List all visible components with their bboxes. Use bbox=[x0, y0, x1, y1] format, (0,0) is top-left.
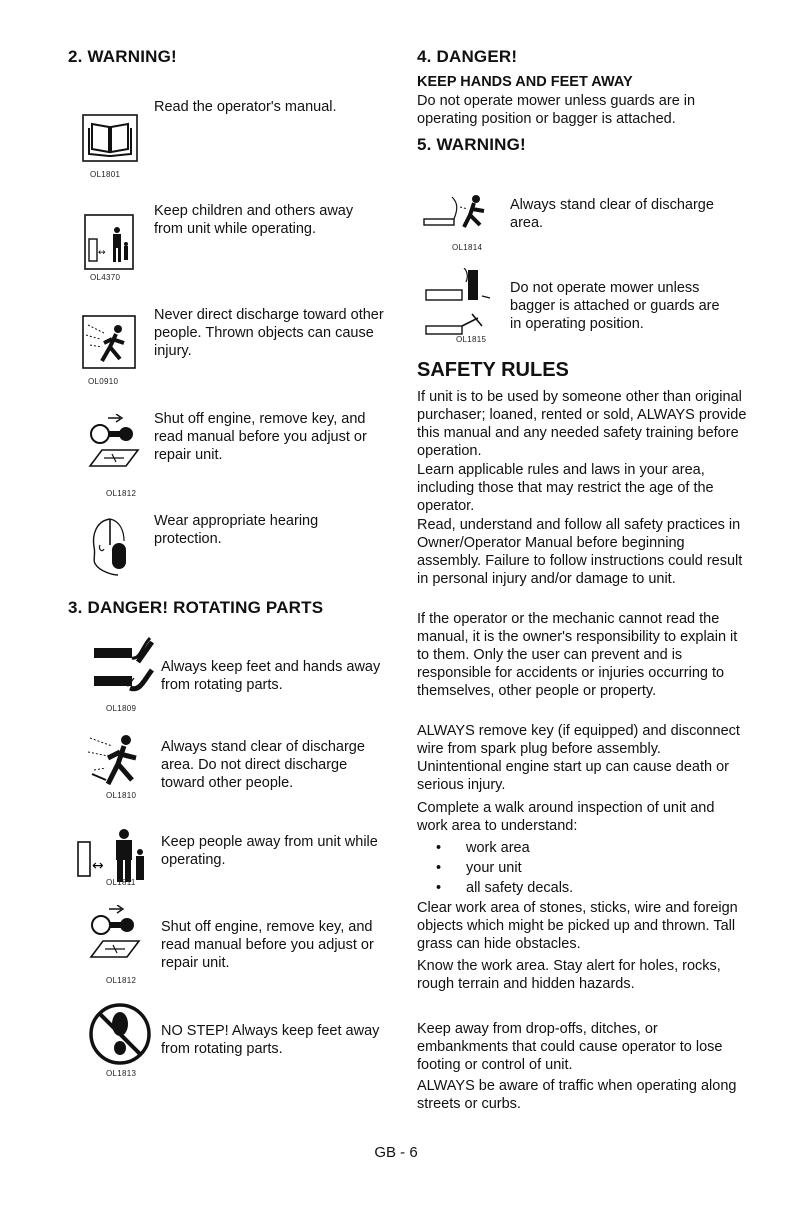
item-text: Keep people away from unit while operating. bbox=[161, 834, 378, 868]
thrown-objects-icon bbox=[82, 315, 136, 369]
stand-clear-discharge-icon bbox=[422, 193, 496, 233]
section-4-subtitle: KEEP HANDS AND FEET AWAY bbox=[417, 74, 633, 90]
decal-code: OL1810 bbox=[106, 791, 137, 800]
section-2-title: 2. WARNING! bbox=[68, 47, 177, 66]
decal-code: OL1814 bbox=[452, 243, 483, 252]
page-number: GB - 6 bbox=[374, 1144, 418, 1161]
section-4-title: 4. DANGER! bbox=[417, 47, 518, 66]
list-item: all safety decals. bbox=[466, 880, 574, 896]
bullet-marker: • bbox=[436, 860, 442, 876]
hearing-protection-icon bbox=[88, 515, 138, 581]
section-4-text: Do not operate mower unless guards are in operating position or bagger is attached. bbox=[417, 93, 696, 127]
item-text: Read the operator's manual. bbox=[154, 99, 337, 115]
item-text: NO STEP! Always keep feet away from rotating parts. bbox=[161, 1023, 380, 1057]
shut-off-engine-icon bbox=[86, 905, 146, 963]
item-text: Never direct discharge toward other people. Thrown objects can cause injury. bbox=[154, 307, 384, 359]
stand-clear-discharge-icon bbox=[86, 730, 152, 796]
safety-rules-title: SAFETY RULES bbox=[417, 359, 569, 381]
bullet-marker: • bbox=[436, 840, 442, 856]
safety-paragraph: Learn applicable rules and laws in your area, including those that may restrict the age of the operator. bbox=[417, 462, 714, 514]
item-text: Wear appropriate hearing protection. bbox=[154, 513, 319, 547]
bagger-attached-icon bbox=[424, 268, 498, 340]
keep-children-away-icon bbox=[84, 214, 134, 270]
decal-code: OL1812 bbox=[106, 976, 137, 985]
safety-paragraph: Read, understand and follow all safety practices in Owner/Operator Manual before beginning assembly. Failure to follow instructions could result in personal injury and/or damage to unit. bbox=[417, 517, 743, 587]
read-manual-icon bbox=[82, 114, 138, 162]
decal-code: OL1812 bbox=[106, 489, 137, 498]
section-3-title: 3. DANGER! ROTATING PARTS bbox=[68, 598, 324, 617]
safety-paragraph: ALWAYS be aware of traffic when operating along streets or curbs. bbox=[417, 1078, 737, 1112]
safety-paragraph: Clear work area of stones, sticks, wire and foreign objects which might be picked up and thrown. Tall grass can hide obstacles. bbox=[417, 900, 738, 952]
decal-code: OL1813 bbox=[106, 1069, 137, 1078]
shut-off-engine-icon bbox=[86, 414, 144, 472]
safety-paragraph: ALWAYS remove key (if equipped) and disconnect wire from spark plug before assembly. Unintentional engine start up can cause death or serious injury. bbox=[417, 723, 740, 793]
decal-code: OL1801 bbox=[90, 170, 121, 179]
no-step-icon bbox=[88, 1002, 152, 1066]
decal-code: OL1809 bbox=[106, 704, 137, 713]
item-text: Keep children and others away from unit while operating. bbox=[154, 203, 354, 237]
decal-code: OL1815 bbox=[456, 335, 487, 344]
item-text: Always keep feet and hands away from rotating parts. bbox=[161, 659, 381, 693]
safety-paragraph: If unit is to be used by someone other than original purchaser; loaned, rented or sold, ALWAYS provide this manual and any needed safety training before operation. bbox=[417, 389, 747, 459]
decal-code: OL1811 bbox=[106, 878, 136, 887]
list-item: work area bbox=[466, 840, 530, 856]
svg-text:↔: ↔ bbox=[98, 248, 106, 258]
svg-text:↔: ↔ bbox=[92, 858, 104, 874]
rotating-parts-feet-hands-icon bbox=[90, 636, 156, 700]
decal-code: OL0910 bbox=[88, 377, 119, 386]
item-text: Shut off engine, remove key, and read manual before you adjust or repair unit. bbox=[154, 411, 367, 463]
item-text: Always stand clear of discharge area. Do not direct discharge toward other people. bbox=[161, 739, 365, 791]
list-item: your unit bbox=[466, 860, 522, 876]
item-text: Do not operate mower unless bagger is attached or guards are in operating position. bbox=[510, 280, 720, 332]
item-text: Shut off engine, remove key, and read manual before you adjust or repair unit. bbox=[161, 919, 374, 971]
section-5-title: 5. WARNING! bbox=[417, 135, 526, 154]
decal-code: OL4370 bbox=[90, 273, 121, 282]
safety-paragraph: Complete a walk around inspection of unit and work area to understand: bbox=[417, 800, 715, 834]
safety-paragraph: Know the work area. Stay alert for holes, rocks, rough terrain and hidden hazards. bbox=[417, 958, 721, 992]
safety-paragraph: If the operator or the mechanic cannot read the manual, it is the owner's responsibility to explain it to them. Only the user can prevent and is responsible for accidents or injuries occurring to themselves, other people or property. bbox=[417, 611, 738, 699]
keep-people-away-icon bbox=[76, 828, 158, 884]
bullet-marker: • bbox=[436, 880, 442, 896]
safety-paragraph: Keep away from drop-offs, ditches, or embankments that could cause operator to lose footing or control of unit. bbox=[417, 1021, 723, 1073]
item-text: Always stand clear of discharge area. bbox=[510, 197, 714, 231]
